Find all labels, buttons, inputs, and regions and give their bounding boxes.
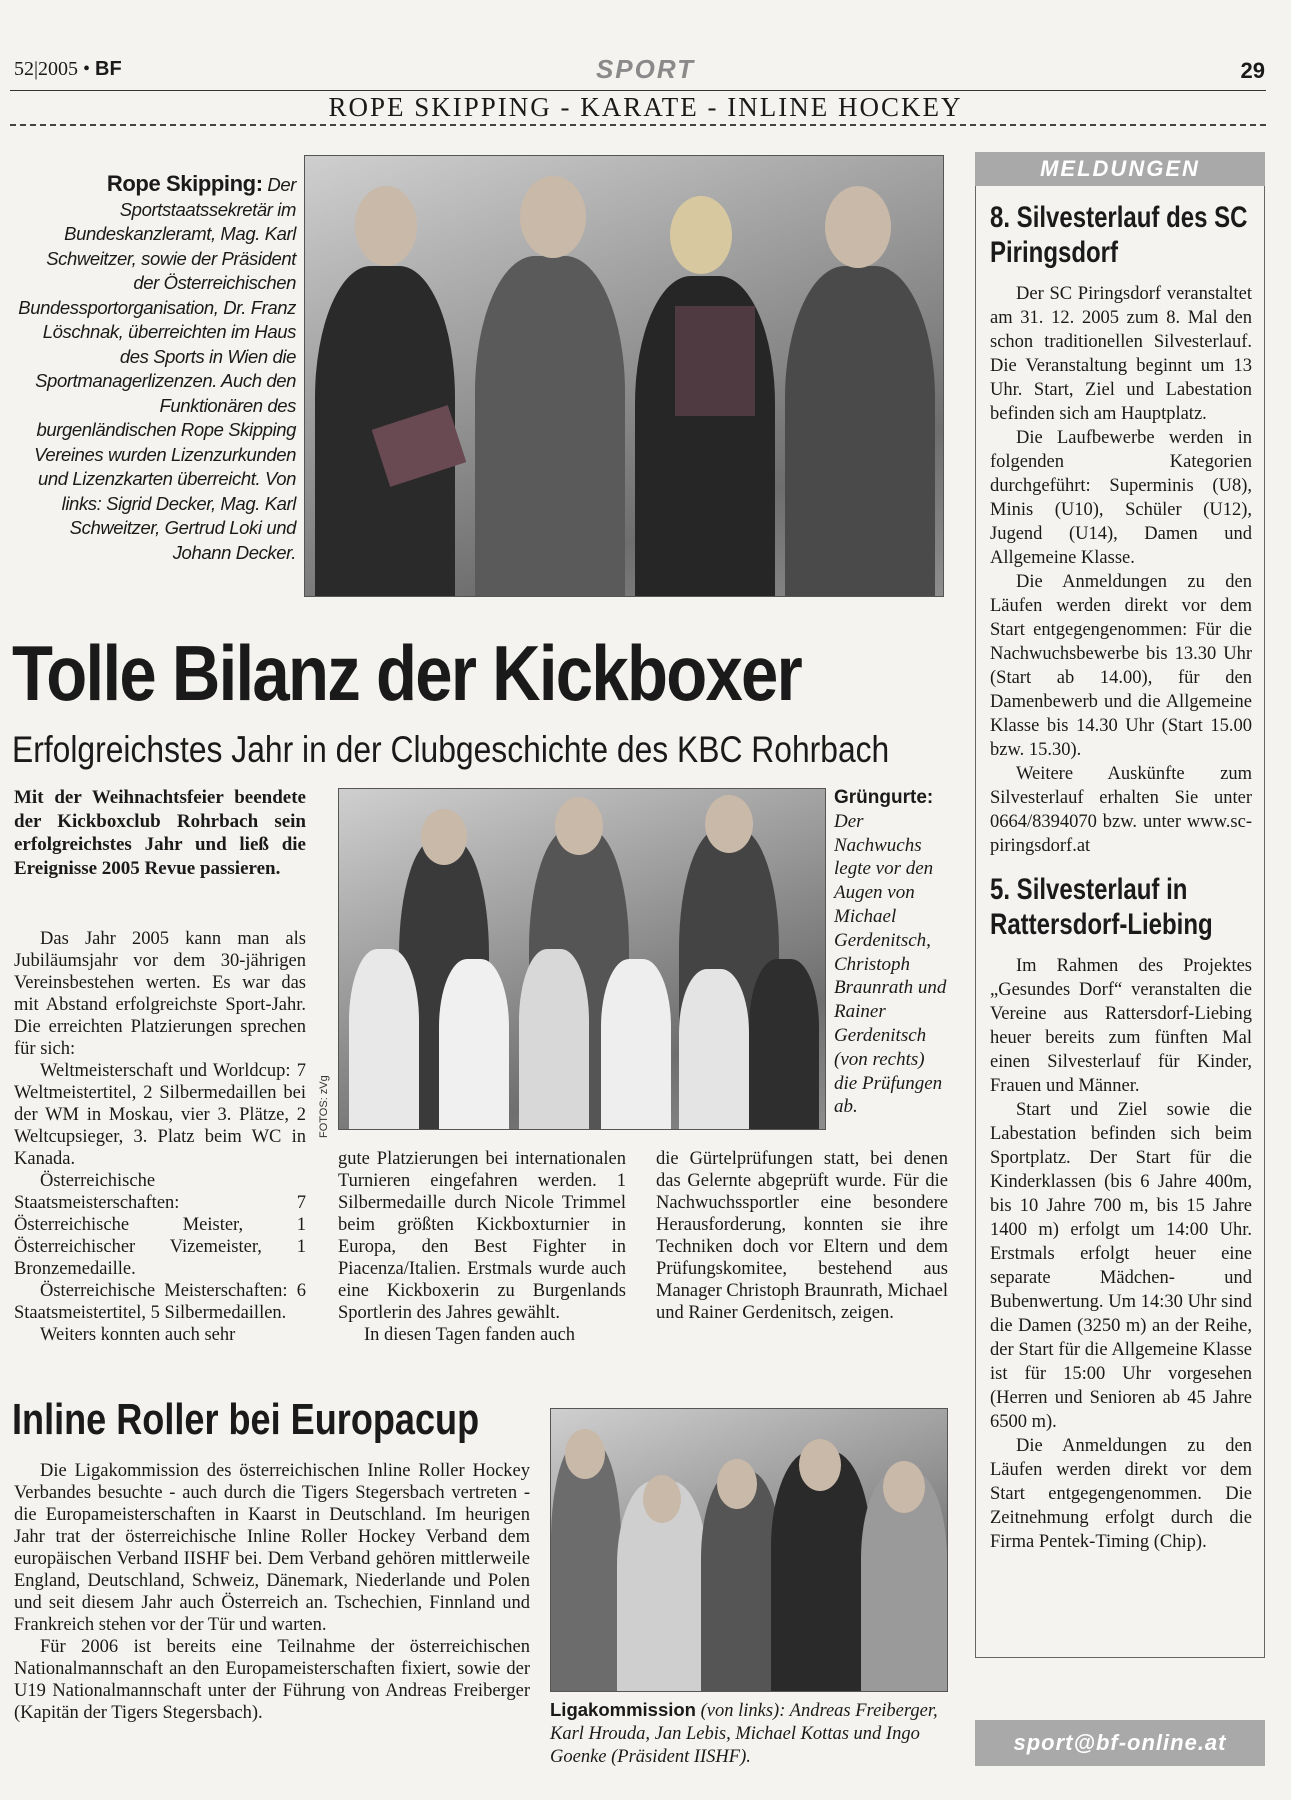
- silvesterlauf-rattersdorf-headline: 5. Silvesterlauf in Rattersdorf-Liebing: [990, 873, 1213, 941]
- page-number: 29: [1240, 58, 1265, 83]
- inline-roller-body: Die Ligakommission des österreichischen Inline Roller Hockey Verbandes besuchte - auch durch die Tigers Stegersbach vertreten - die Europameisterschaften in Kaarst in Deutschland. Im heurigen Jahr trat der österreichische Inline Roller Hockey Verband dem europäischen Verband IISHF bei. Dem Verband gehören mittlerweile England, Deutschland, Schweiz, Dänemark, Niederlande und Polen und seit diesem Jahr auch Österreich an. Tschechien, Finnland und Frankreich stehen vor der Tür und warten. Für 2006 ist bereits eine Teilnahme der österreichischen Nationalmannschaft an den Europameisterschaften fixiert, sowie der U19 Nationalmannschaft unter der Führung von Andreas Freiberger (Kapitän der Tigers Stegersbach).: [14, 1461, 530, 1723]
- kickboxer-col3: die Gürtelprüfungen statt, bei denen das Gelernte abgeprüft wurde. Für die Nachwuchssportler eine besondere Herausforderung, konnten sie ihre Techniken doch vor Eltern und dem Prüfungskomitee, bestehend aus Manager Christoph Braunrath, Michael und Rainer Gerdenitsch, zeigen.: [656, 1149, 948, 1323]
- kickboxer-lead: Mit der Weihnachtsfeier beendete der Kickboxclub Rohrbach sein erfolgreichstes Jahr und ließ die Ereignisse 2005 Revue passieren.: [14, 787, 306, 879]
- sport-email-link[interactable]: sport@bf-online.at: [975, 1720, 1265, 1766]
- brand-logo: BF: [95, 58, 122, 80]
- dashed-divider: [10, 124, 1266, 126]
- ligakommission-photo: [550, 1408, 948, 1692]
- kickboxer-subhead: Erfolgreichstes Jahr in der Clubgeschichte des KBC Rohrbach: [12, 729, 890, 770]
- section-title: SPORT: [595, 54, 696, 84]
- meldungen-tab: MELDUNGEN: [975, 152, 1265, 186]
- silvesterlauf-rattersdorf-body: Im Rahmen des Projektes „Gesundes Dorf“ veranstalten die Vereine aus Rattersdorf-Liebing heuer bereits zum fünften Mal einen Silvesterlauf für Kinder, Frauen und Männer. Start und Ziel sowie die Labestation befinden sich beim Sportplatz. Der Start für die Kinderklassen (bis 6 Jahre 400m, bis 10 Jahre 700 m, bis 15 Jahre 1400 m) erfolgt um 14:00 Uhr. Erstmals erfolgt heuer eine separate Mädchen- und Bubenwertung. Um 14:30 Uhr sind die Damen (3250 m) an der Reihe, der Start für die Allgemeine Klasse ist für 15:00 Uhr vorgesehen (Herren und Senioren ab 45 Jahre 6500 m). Die Anmeldungen zu den Läufen werden direkt vor dem Start entgegengenommen. Die Zeitnehmung erfolgt durch die Firma Pentek-Timing (Chip).: [990, 956, 1252, 1552]
- rope-skipping-photo: [304, 155, 944, 597]
- silvesterlauf-piringsdorf-headline: 8. Silvesterlauf des SC Piringsdorf: [990, 201, 1248, 269]
- kickboxer-col2: gute Platzierungen bei internationalen Turnieren eingefahren werden. 1 Silbermedaille durch Nicole Trimmel beim größten Kickboxturnier in Europa, den Best Fighter in Piacenza/Italien. Erstmals wurde auch eine Kickboxerin zu Burgenlands Sportlerin des Jahres gewählt. In diesen Tagen fanden auch: [338, 1149, 626, 1345]
- kickboxer-headline: Tolle Bilanz der Kickboxer: [12, 629, 802, 717]
- rope-skipping-caption: Rope Skipping: Der Sportstaatssekretär im Bundeskanzleramt, Mag. Karl Schweitzer, sowie der Präsident der Österreichischen Bundessportorganisation, Dr. Franz Löschnak, überreichten im Haus des Sports in Wien die Sportmanagerlizenzen. Auch den Funktionären des burgenländischen Rope Skipping Vereines wurden Lizenzurkunden und Lizenzkarten überreicht. Von links: Sigrid Decker, Mag. Karl Schweitzer, Gertrud Loki und Johann Decker.: [18, 171, 296, 563]
- issue-info: 52|2005 • BF: [14, 58, 122, 80]
- inline-roller-headline: Inline Roller bei Europacup: [12, 1395, 480, 1444]
- silvesterlauf-piringsdorf-body: Der SC Piringsdorf veranstaltet am 31. 12. 2005 zum 8. Mal den schon traditionellen Silvesterlauf. Die Veranstaltung beginnt um 13 Uhr. Start, Ziel und Labestation befinden sich am Hauptplatz. Die Laufbewerbe werden in folgenden Kategorien durchgeführt: Superminis (U8), Minis (U10), Schüler (U12), Jugend (U14), Damen und Allgemeine Klasse. Die Anmeldungen zu den Läufen werden direkt vor dem Start entgegengenommen: Für die Nachwuchsbewerbe bis 13.30 Uhr (Start ab 14.00), für den Damenbewerb und die Allgemeine Klasse bis 14.30 Uhr (Start 15.00 bzw. 15.30). Weitere Auskünfte zum Silvesterlauf erhalten Sie unter 0664/8394070 bzw. unter www.sc-piringsdorf.at: [990, 284, 1252, 856]
- kickboxer-col1: Das Jahr 2005 kann man als Jubiläumsjahr vor dem 30-jährigen Vereinsbestehen werten. Es war das mit Abstand erfolgreichste Sport-Jahr. Die erreichten Platzierungen sprechen für sich: Weltmeisterschaft und Worldcup: 7 Weltmeistertitel, 2 Silbermedaillen bei der WM in Moskau, vier 3. Plätze, 2 Weltcupsieger, 3. Platz beim WC in Kanada. Österreichische Staatsmeisterschaften: 7 Österreichische Meister, 1 Österreichischer Vizemeister, 1 Bronzemedaille. Österreichische Meisterschaften: 6 Staatsmeistertitel, 5 Silbermedaillen. Weiters konnten auch sehr: [14, 929, 306, 1345]
- ligakommission-caption: Ligakommission (von links): Andreas Freiberger, Karl Hrouda, Jan Lebis, Michael Kottas und Ingo Goenke (Präsident IISHF).: [550, 1699, 938, 1767]
- meldungen-content: [990, 200, 1252, 1554]
- header-rule: [10, 90, 1266, 91]
- topics-line: ROPE SKIPPING - KARATE - INLINE HOCKEY: [328, 92, 963, 122]
- gruengurte-caption: Grüngurte: Der Nachwuchs legte vor den Augen von Michael Gerdenitsch, Christoph Braunrath und Rainer Gerdenitsch (von rechts) die Prüfungen ab.: [834, 787, 947, 1118]
- photo-credit: FOTOS: zVg: [318, 1075, 330, 1138]
- gruengurte-photo: [338, 788, 826, 1130]
